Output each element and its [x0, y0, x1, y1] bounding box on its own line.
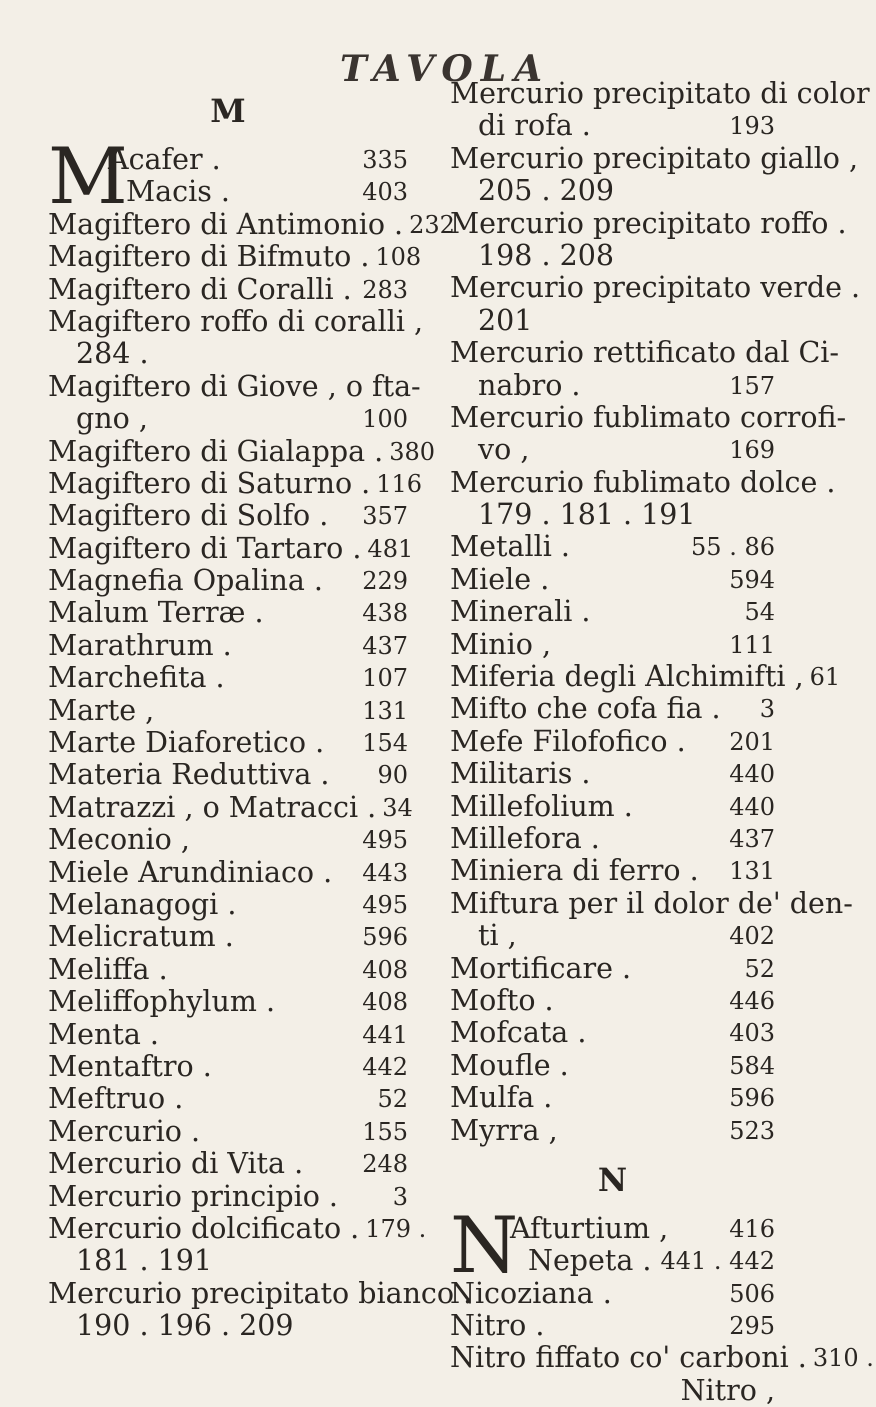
entry-text: Mercurio principio .	[48, 1179, 338, 1213]
index-entry	[48, 857, 408, 889]
index-entry	[48, 369, 421, 403]
index-entry	[48, 790, 413, 824]
entry-page: 380	[389, 437, 436, 466]
index-entry	[450, 1310, 775, 1342]
index-entry-continuation	[450, 305, 775, 337]
index-entry	[48, 531, 414, 565]
entry-page: 52	[377, 1085, 408, 1114]
index-entry	[450, 1017, 775, 1049]
entry-text: Mercurio precipitato di color	[450, 77, 870, 110]
index-entry	[48, 240, 422, 274]
index-entry-continuation	[450, 434, 775, 466]
index-entries	[450, 1276, 874, 1375]
entry-text: Mercurio precipitato roffo .	[450, 206, 847, 240]
left-column	[48, 78, 473, 1343]
entry-page	[402, 1310, 408, 1342]
index-entry	[48, 466, 423, 500]
index-entry	[510, 1245, 775, 1277]
dropcap-block-m	[48, 132, 408, 222]
entry-page: 403	[362, 178, 408, 207]
entry-page: 437	[729, 824, 775, 853]
index-entry	[48, 1083, 408, 1115]
entry-page	[835, 467, 841, 499]
entry-text: Meftruo .	[48, 1082, 184, 1116]
entry-page	[769, 305, 775, 337]
entry-page	[846, 402, 852, 434]
entry-text: Miniera di ferro .	[450, 854, 699, 888]
entry-text: Magiftero di Giove , o fta-	[48, 369, 421, 403]
entry-text: Magiftero di Tartaro .	[48, 531, 362, 565]
entry-text: Magiftero roffo di coralli ,	[48, 304, 424, 338]
entry-continuation-text: gno ,	[76, 402, 148, 436]
dropcap-block-n	[450, 1200, 775, 1291]
entry-page: 594	[729, 565, 775, 594]
index-entry	[450, 271, 861, 305]
entry-page: 154	[362, 729, 408, 758]
catchword	[450, 1375, 775, 1407]
entry-continuation-text: 284 .	[76, 337, 149, 371]
index-entry	[48, 500, 408, 532]
entry-page	[847, 208, 853, 240]
entry-text: Mefe Filofofico .	[450, 724, 686, 758]
right-column	[450, 77, 874, 1407]
entry-page	[421, 371, 427, 403]
entry-text: Matrazzi , o Matracci .	[48, 790, 377, 824]
entry-page: 131	[362, 696, 408, 725]
index-entry	[450, 596, 775, 628]
entry-text: Mercurio di Vita .	[48, 1147, 304, 1181]
entry-text: Mentaftro .	[48, 1049, 212, 1083]
index-entry	[48, 1019, 408, 1051]
entry-text: Melanagogi .	[48, 888, 237, 921]
index-entry-continuation	[450, 920, 775, 952]
index-entry	[450, 1278, 775, 1310]
entry-text: Militaris .	[450, 757, 591, 791]
index-entry	[450, 985, 775, 1017]
entry-text: Mercurio dolcificato .	[48, 1211, 360, 1245]
entry-text: Nepeta .	[528, 1244, 652, 1278]
index-entry	[450, 77, 870, 110]
entry-page: 584	[729, 1051, 775, 1080]
entry-text: Marchefita .	[48, 661, 225, 695]
entry-continuation-text: 181 . 191	[76, 1244, 212, 1278]
entry-page: 52	[744, 954, 775, 983]
entry-text: Marte ,	[48, 693, 155, 727]
index-entry	[450, 141, 859, 175]
entry-text: Malum Terræ .	[48, 596, 264, 630]
entry-text: Miftura per il dolor de' den-	[450, 886, 853, 920]
entry-page: 229	[362, 567, 408, 596]
entry-continuation-text: 198 . 208	[478, 238, 614, 272]
entry-page: 248	[362, 1150, 408, 1179]
entry-page: 169	[729, 436, 775, 465]
entry-page: 232	[409, 210, 455, 239]
index-entry	[450, 791, 775, 823]
entry-text: Acafer .	[108, 143, 221, 176]
index-entry	[48, 274, 408, 306]
index-entry	[450, 206, 847, 240]
entry-page: 446	[729, 986, 775, 1015]
entry-text: Marte Diaforetico .	[48, 726, 325, 760]
entry-text: Minio ,	[450, 627, 552, 661]
entry-text: Magiftero di Gialappa .	[48, 434, 384, 468]
index-entry	[450, 531, 775, 563]
index-entry-continuation	[450, 370, 775, 402]
index-entry	[510, 1213, 775, 1245]
entry-continuation-text: vo ,	[478, 433, 530, 467]
entry-text: Meconio ,	[48, 823, 190, 857]
index-entry	[48, 662, 408, 694]
index-entry	[48, 597, 408, 629]
entry-page: 310 .	[812, 1344, 874, 1373]
entry-page	[402, 338, 408, 370]
entry-page: 481	[367, 534, 414, 563]
index-entry	[48, 1181, 408, 1213]
entry-text: Mortificare .	[450, 951, 632, 985]
entry-page	[769, 240, 775, 272]
entry-continuation-text: nabro .	[478, 368, 581, 402]
index-entry-continuation	[48, 403, 408, 435]
entry-page: 416	[729, 1214, 775, 1243]
entry-text: Mercurio rettificato dal Ci-	[450, 336, 840, 370]
entry-text: Nicoziana .	[450, 1276, 612, 1310]
entry-page: 155	[362, 1117, 408, 1146]
dropcap-lines	[108, 144, 408, 209]
entry-text: Mercurio .	[48, 1114, 201, 1148]
index-entry	[48, 304, 424, 338]
index-entry	[48, 207, 455, 241]
entry-text: Meliffa .	[48, 952, 168, 986]
entry-page: 495	[362, 891, 408, 919]
entry-page: 357	[362, 502, 408, 531]
dropcap-initial: N	[450, 1200, 519, 1291]
entry-text: Magiftero di Coralli .	[48, 272, 352, 306]
entry-page: 402	[729, 922, 775, 951]
entry-page: 107	[362, 664, 408, 693]
entry-page: 440	[729, 760, 775, 789]
entry-page: 523	[729, 1116, 775, 1145]
entry-text: Afturtium ,	[510, 1211, 669, 1245]
entry-page	[853, 888, 859, 920]
entry-page: 437	[362, 631, 408, 660]
entry-text: Mercurio fublimato dolce .	[450, 465, 836, 499]
entry-page: 442	[362, 1052, 408, 1081]
index-entry	[450, 823, 775, 855]
entry-text: Magiftero di Antimonio .	[48, 207, 404, 241]
entry-text: Mercurio precipitato giallo ,	[450, 141, 859, 175]
dropcap-lines	[510, 1213, 775, 1278]
dropcap-initial: M	[48, 132, 128, 222]
entry-page: 295	[729, 1312, 775, 1341]
index-entry	[450, 1082, 775, 1114]
entry-text: Millefora .	[450, 821, 600, 855]
index-entry	[450, 660, 841, 694]
entry-page: 408	[362, 988, 408, 1017]
index-entry	[48, 824, 408, 856]
index-entry	[450, 564, 775, 596]
entry-page	[870, 78, 876, 110]
index-entry	[450, 855, 775, 887]
entry-page: 283	[362, 275, 408, 304]
index-entry	[450, 1341, 874, 1375]
entry-text: Melicratum .	[48, 920, 234, 954]
entry-page	[402, 1245, 408, 1277]
entry-page: 55 . 86	[691, 533, 775, 562]
index-entry	[48, 986, 408, 1018]
entry-text: Mifto che cofa fia .	[450, 692, 721, 726]
index-entry	[450, 758, 775, 790]
index-entries	[48, 207, 473, 1343]
entry-page: 495	[362, 826, 408, 855]
entry-text: Mercurio precipitato verde .	[450, 271, 861, 305]
index-entry	[108, 176, 408, 208]
entry-page: 61	[809, 663, 841, 692]
entry-page: 408	[362, 955, 408, 984]
index-entry	[48, 1211, 427, 1245]
entry-text: Nitro .	[450, 1309, 545, 1343]
entry-page: 438	[362, 599, 408, 628]
section-letter-m: M	[210, 92, 246, 130]
entry-page: 131	[729, 857, 775, 886]
entry-page	[423, 306, 429, 338]
entry-text: Meliffophylum .	[48, 985, 275, 1019]
entry-page: 443	[362, 858, 408, 887]
index-entry	[450, 400, 847, 434]
index-entry	[48, 954, 408, 986]
entry-text: Mofto .	[450, 983, 554, 1017]
index-entry-continuation	[450, 175, 775, 207]
entry-page	[769, 175, 775, 207]
entry-text: Magiftero di Saturno .	[48, 466, 371, 500]
entry-text: Moufle .	[450, 1048, 569, 1082]
entry-page: 440	[729, 792, 775, 821]
entry-page	[858, 143, 864, 175]
entry-page: 108	[375, 243, 422, 272]
entry-text: Miele Arundiniaco .	[48, 855, 333, 889]
entry-page: 596	[729, 1084, 775, 1113]
entry-text: Marathrum .	[48, 628, 232, 662]
entry-text: Miferia degli Alchimifti ,	[450, 660, 804, 694]
index-entry	[450, 1115, 775, 1147]
index-entry	[48, 1148, 408, 1180]
index-entry	[48, 630, 408, 662]
index-entry	[450, 465, 836, 499]
entry-page: 100	[362, 405, 408, 434]
index-entry	[48, 921, 408, 953]
entry-continuation-text: 205 . 209	[478, 174, 614, 208]
entry-page: 193	[729, 112, 775, 141]
entry-text: Nitro fiffato co' carboni .	[450, 1341, 807, 1375]
entry-text: Mercurio fublimato corrofi-	[450, 400, 847, 434]
catchword-text: Nitro ,	[680, 1373, 775, 1407]
index-entry	[48, 889, 408, 921]
index-entry-continuation	[48, 1310, 408, 1342]
entry-page: 34	[382, 793, 413, 822]
entry-page: 3	[759, 695, 775, 724]
entry-page: 506	[729, 1279, 775, 1308]
entry-continuation-text: 201	[478, 303, 533, 337]
entry-page	[860, 272, 866, 304]
index-entry	[450, 693, 775, 725]
index-entry-continuation	[450, 110, 775, 142]
entry-text: Magnefia Opalina .	[48, 564, 323, 598]
index-entry	[48, 434, 436, 468]
entry-text: Materia Reduttiva .	[48, 758, 330, 792]
entry-page: 335	[362, 146, 408, 174]
entry-page: 157	[729, 371, 775, 400]
entry-text: Magiftero di Solfo .	[48, 499, 329, 533]
index-entry-continuation	[450, 499, 775, 531]
entry-text: Millefolium .	[450, 789, 633, 823]
entry-continuation-text: 190 . 196 . 209	[76, 1309, 294, 1343]
entry-continuation-text: di rofa .	[478, 109, 591, 143]
index-entry	[450, 629, 775, 661]
entry-text: Macis .	[126, 175, 230, 209]
entry-page: 403	[729, 1019, 775, 1048]
index-entry	[48, 727, 408, 759]
index-entry	[48, 695, 408, 727]
entry-text: Metalli .	[450, 530, 570, 564]
entry-text: Magiftero di Bifmuto .	[48, 240, 370, 274]
entry-text: Myrra ,	[450, 1113, 558, 1147]
entry-page: 116	[376, 469, 423, 498]
entry-page: 54	[744, 598, 775, 627]
entry-text: Mercurio precipitato bianco .	[48, 1276, 473, 1310]
index-entry	[48, 759, 408, 791]
index-entry	[450, 726, 775, 758]
entry-page: 179 .	[365, 1214, 427, 1243]
entry-page: 441 . 442	[660, 1247, 775, 1276]
entry-page: 441	[362, 1020, 408, 1049]
entry-page	[839, 337, 845, 369]
index-entry	[450, 336, 840, 370]
entry-page: 201	[729, 727, 775, 756]
entry-text: Menta .	[48, 1017, 159, 1051]
index-entry	[48, 1116, 408, 1148]
entry-continuation-text: 179 . 181 . 191	[478, 498, 696, 532]
entry-text: Mulfa .	[450, 1081, 553, 1115]
index-entry	[48, 565, 408, 597]
index-entry	[450, 953, 775, 985]
index-entry	[450, 1050, 775, 1082]
index-entry-continuation	[48, 1245, 408, 1277]
entry-text: Miele .	[450, 562, 550, 596]
entry-page: 596	[362, 923, 408, 952]
index-entry	[48, 1051, 408, 1083]
index-entry	[450, 886, 853, 920]
index-entry-continuation	[48, 338, 408, 370]
index-entries	[450, 77, 870, 1147]
entry-text: Minerali .	[450, 595, 591, 629]
entry-text: Mofcata .	[450, 1016, 587, 1050]
entry-page: 90	[377, 761, 408, 790]
index-entry-continuation	[450, 240, 775, 272]
entry-continuation-text: ti ,	[478, 919, 517, 953]
section-letter-n: N	[597, 1160, 628, 1199]
index-entry	[108, 144, 408, 176]
entry-page: 3	[392, 1182, 408, 1211]
entry-page: 111	[729, 630, 775, 659]
entry-page	[769, 499, 775, 531]
page-header: TAVOLA	[339, 48, 551, 90]
index-entry	[48, 1276, 473, 1310]
